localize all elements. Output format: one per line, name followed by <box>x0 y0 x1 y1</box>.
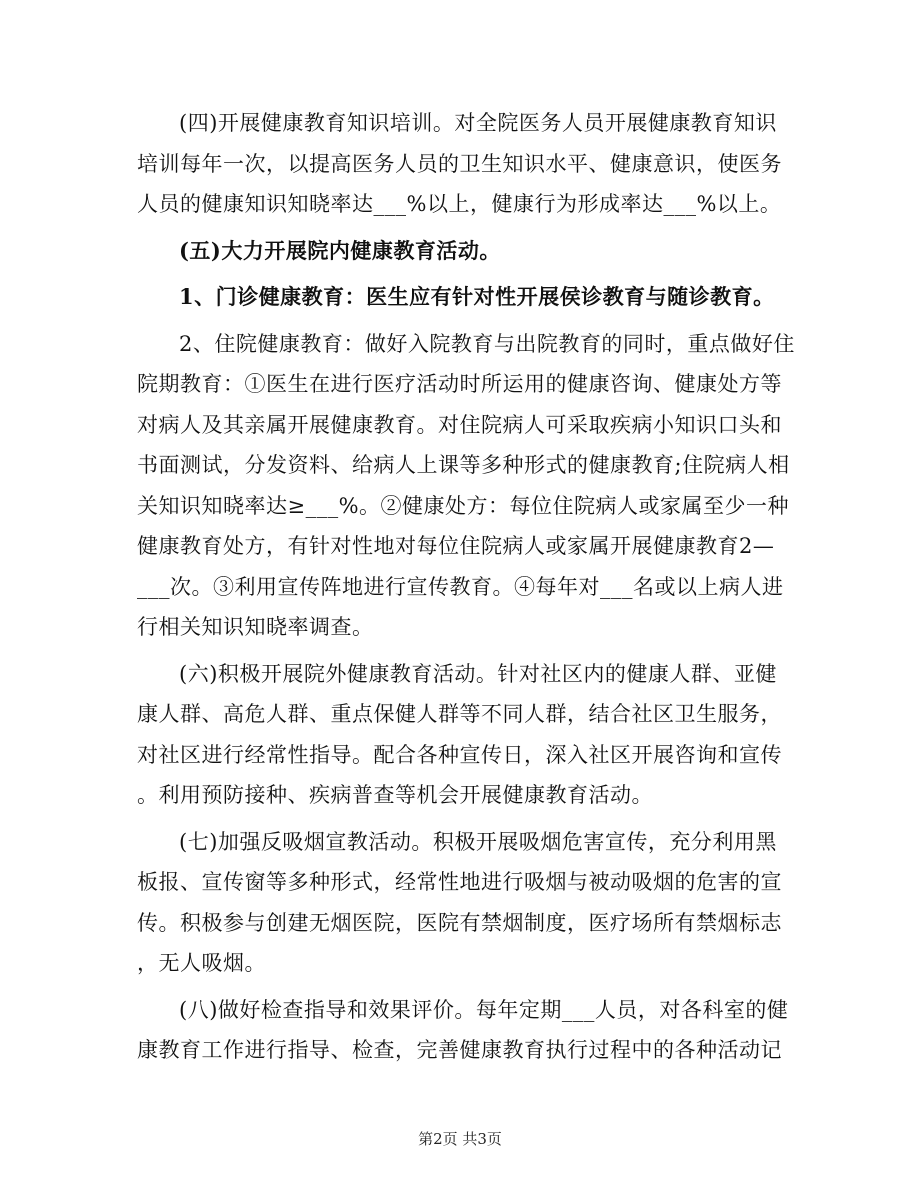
paragraph-5-2 <box>137 324 795 648</box>
paragraph-6 <box>137 654 782 816</box>
text-line: 对病人及其亲属开展健康教育。对住院病人可采取疾病小知识口头和 <box>137 412 782 437</box>
text-line: 人员的健康知识知晓率达___%以上，健康行为形成率达___%以上。 <box>137 192 782 216</box>
page-number: 第2页 共3页 <box>418 1130 502 1148</box>
text-line: 关知识知晓率达≥___%。②健康处方：每位住院病人或家属至少一种 <box>137 493 790 518</box>
text-line: ___次。③利用宣传阵地进行宣传教育。④每年对___名或以上病人进 <box>137 574 784 599</box>
text-line: 康教育工作进行指导、检查，完善健康教育执行过程中的各种活动记 <box>137 1038 782 1062</box>
text-line: 。利用预防接种、疾病普查等机会开展健康教育活动。 <box>137 783 653 807</box>
section-heading: (五)大力开展院内健康教育活动。 <box>179 237 501 263</box>
text-line: 培训每年一次，以提高医务人员的卫生知识水平、健康意识，使医务 <box>137 151 782 176</box>
paragraph-7 <box>137 822 782 984</box>
text-line: 院期教育：①医生在进行医疗活动时所运用的健康咨询、健康处方等 <box>137 372 782 396</box>
text-line: 康人群、高危人群、重点保健人群等不同人群，结合社区卫生服务， <box>137 702 782 726</box>
text-line: 健康教育处方，有针对性地对每位住院病人或家属开展健康教育2— <box>137 534 775 558</box>
text-line: 2、住院健康教育：做好入院教育与出院教育的同时，重点做好住 <box>179 331 795 356</box>
text-line: (六)积极开展院外健康教育活动。针对社区内的健康人群、亚健 <box>179 661 777 686</box>
document-body <box>137 103 795 1071</box>
text-line: 书面测试，分发资料、给病人上课等多种形式的健康教育;住院病人相 <box>137 453 790 477</box>
text-line: (四)开展健康教育知识培训。对全院医务人员开展健康教育知识 <box>179 111 777 135</box>
text-line: 行相关知识知晓率调查。 <box>137 615 374 639</box>
paragraph-5-1 <box>137 277 777 318</box>
paragraph-5-heading <box>137 231 777 272</box>
text-line: (八)做好检查指导和效果评价。每年定期___人员，对各科室的健 <box>179 997 789 1022</box>
text-line: 板报、宣传窗等多种形式，经常性地进行吸烟与被动吸烟的危害的宣 <box>137 870 782 894</box>
text-line: (七)加强反吸烟宣教活动。积极开展吸烟危害宣传，充分利用黑 <box>179 829 777 854</box>
subsection-heading: 1、门诊健康教育：医生应有针对性开展侯诊教育与随诊教育。 <box>179 284 775 309</box>
paragraph-4 <box>137 103 782 225</box>
text-line: ，无人吸烟。 <box>137 951 266 975</box>
paragraph-8 <box>137 990 789 1071</box>
text-line: 传。积极参与创建无烟医院，医院有禁烟制度，医疗场所有禁烟标志 <box>137 910 782 935</box>
text-line: 对社区进行经常性指导。配合各种宣传日，深入社区开展咨询和宣传 <box>137 742 782 767</box>
